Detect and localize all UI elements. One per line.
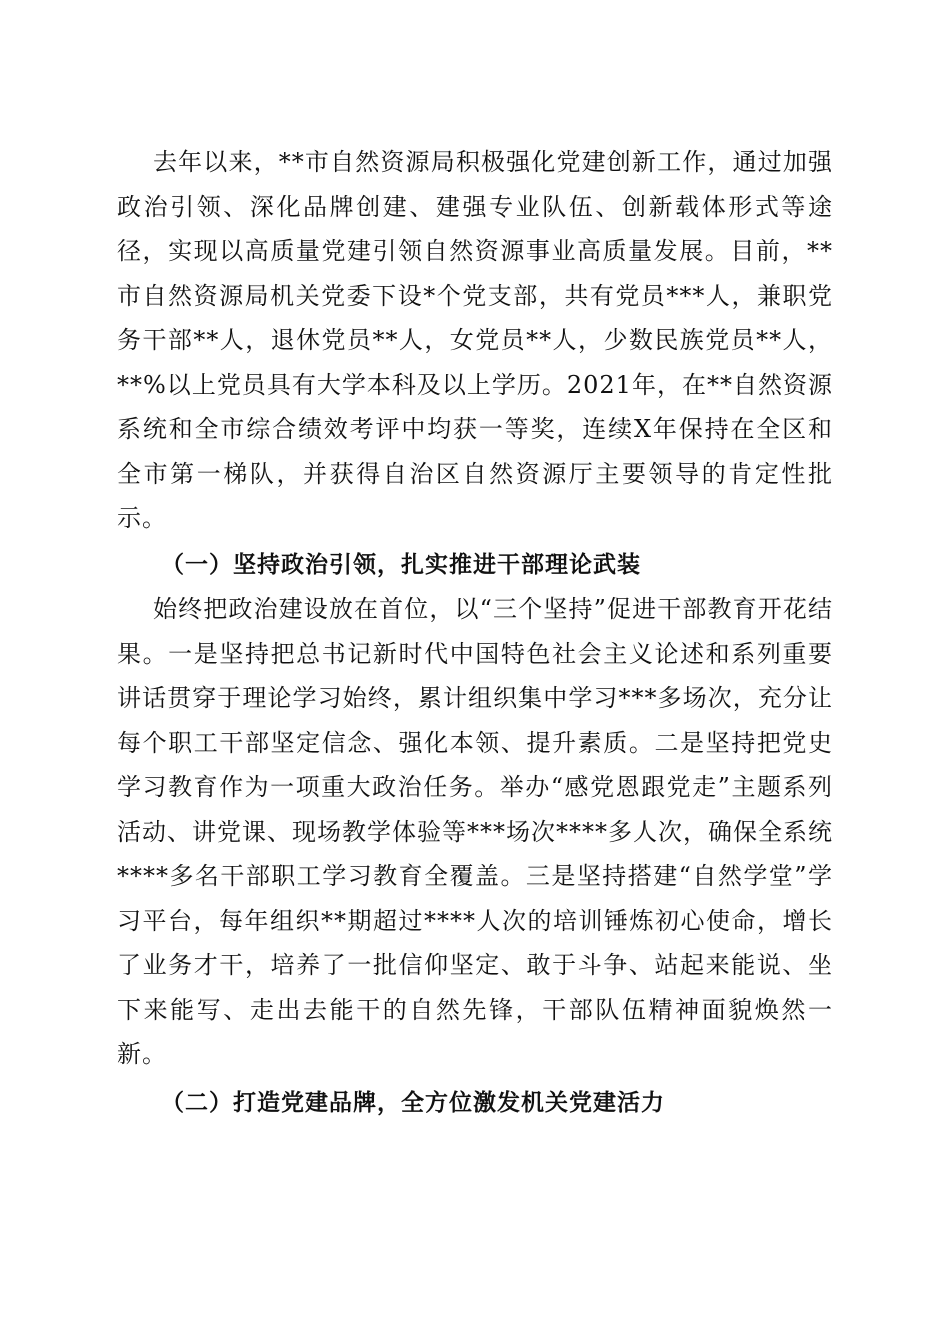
intro-paragraph: 去年以来，**市自然资源局积极强化党建创新工作，通过加强政治引领、深化品牌创建、建强专业队伍、创新载体形式等途径，实现以高质量党建引领自然资源事业高质量发展。目前，**市自然资源局机关党委下设*个党支部，共有党员***人，兼职党务干部**人，退休党员**人，女党员**人，少数民族党员**人，**%以上党员具有大学本科及以上学历。2021年，在**自然资源系统和全市综合绩效考评中均获一等奖，连续X年保持在全区和全市第一梯队，并获得自治区自然资源厅主要领导的肯定性批示。 bbox=[117, 148, 833, 532]
document-body bbox=[117, 140, 833, 1125]
section-heading-2: （二）打造党建品牌，全方位激发机关党建活力 bbox=[161, 1089, 665, 1116]
section-heading-1: （一）坚持政治引领，扎实推进干部理论武装 bbox=[161, 551, 641, 578]
section-1-paragraph: 始终把政治建设放在首位，以“三个坚持”促进干部教育开花结果。一是坚持把总书记新时代中国特色社会主义论述和系列重要讲话贯穿于理论学习始终，累计组织集中学习***多场次，充分让每个职工干部坚定信念、强化本领、提升素质。二是坚持把党史学习教育作为一项重大政治任务。举办“感党恩跟党走”主题系列活动、讲党课、现场教学体验等***场次****多人次，确保全系统****多名干部职工学习教育全覆盖。三是坚持搭建“自然学堂”学习平台，每年组织**期超过****人次的培训锤炼初心使命，增长了业务才干，培养了一批信仰坚定、敢于斗争、站起来能说、坐下来能写、走出去能干的自然先锋，干部队伍精神面貌焕然一新。 bbox=[117, 595, 833, 1068]
